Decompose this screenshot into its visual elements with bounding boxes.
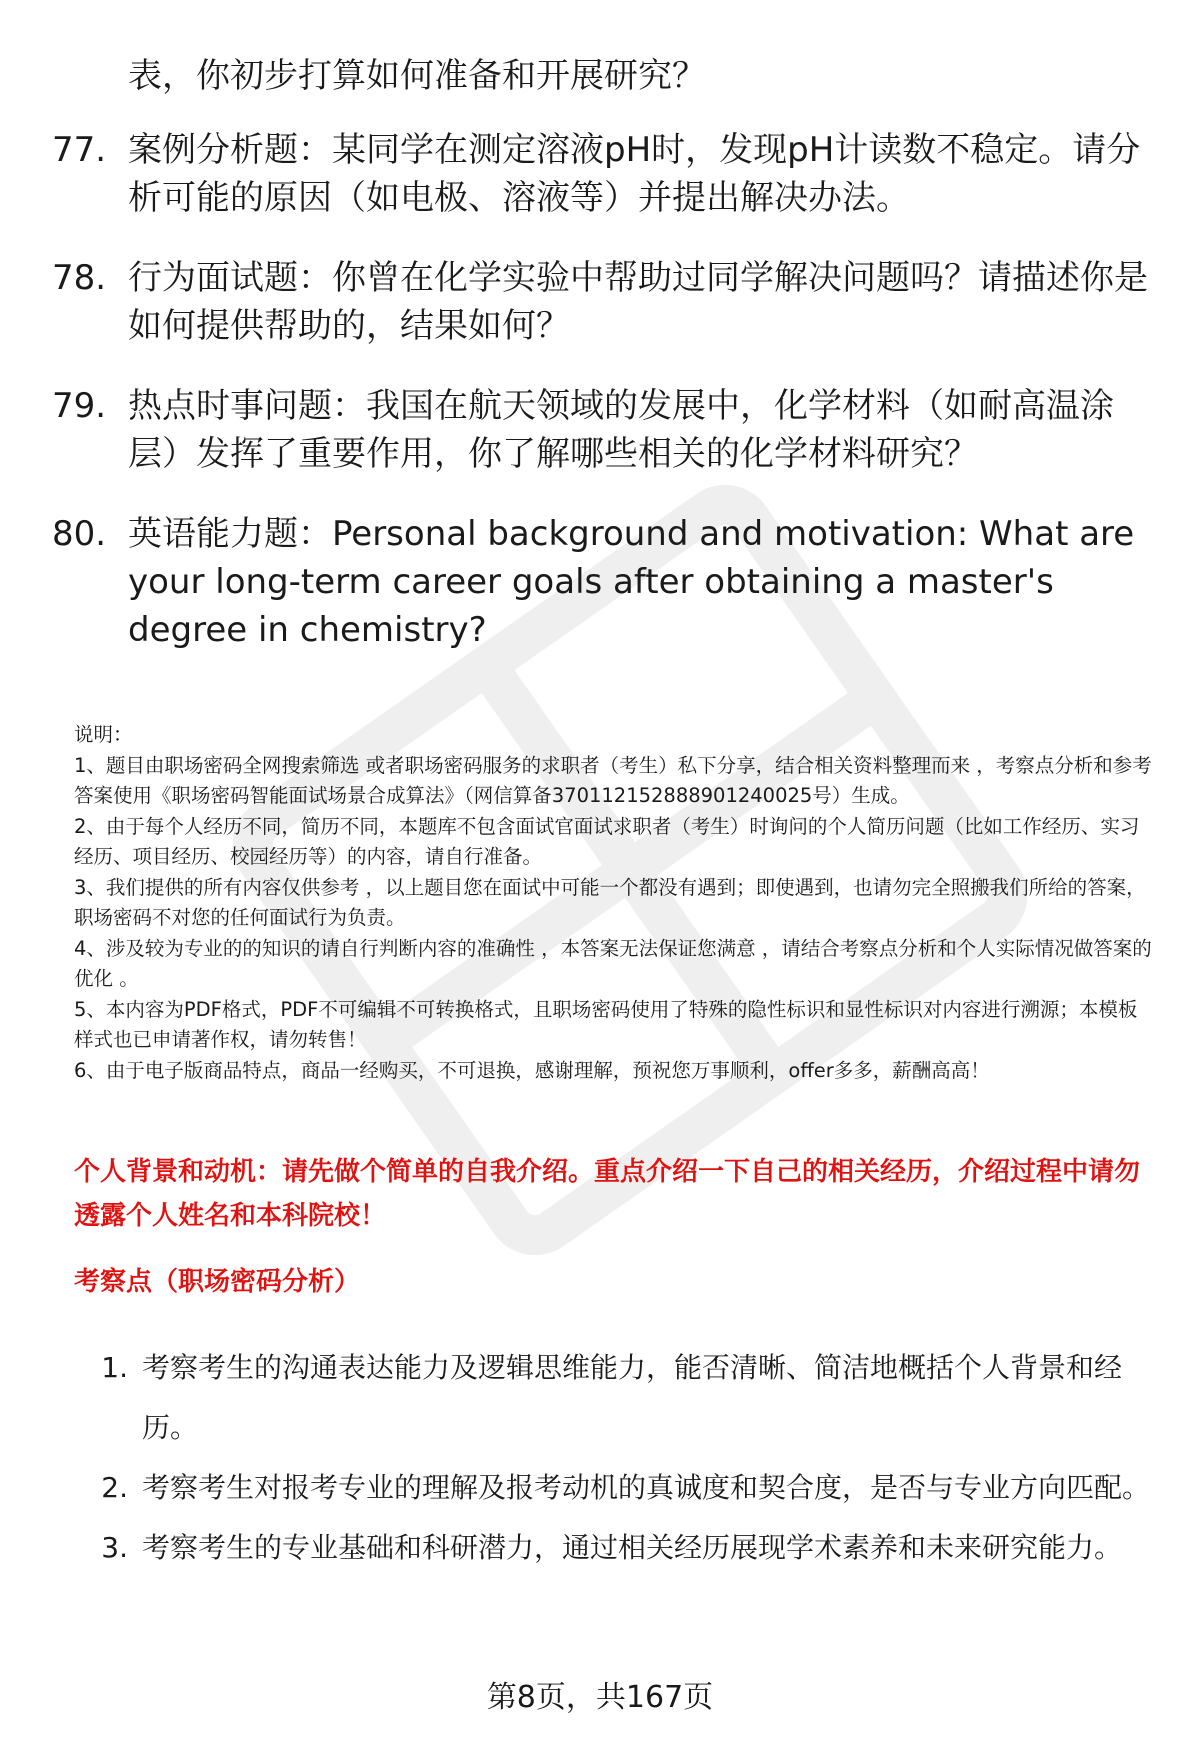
analysis-section-title: 考察点（职场密码分析）	[74, 1267, 361, 1297]
analysis-text: 考察考生的专业基础和科研潜力，通过相关经历展现学术素养和未来研究能力。	[142, 1531, 1123, 1564]
notes-line: 5、本内容为PDF格式，PDF不可编辑不可转换格式，且职场密码使用了特殊的隐性标识和显性标识对内容进行溯源；本模板样式也已申请著作权，请勿转售！	[74, 997, 1138, 1051]
analysis-text: 考察考生对报考专业的理解及报考动机的真诚度和契合度，是否与专业方向匹配。	[142, 1471, 1151, 1504]
notes-title: 说明：	[74, 723, 133, 746]
notes-section	[74, 720, 1154, 1086]
question-text: 行为面试题：你曾在化学实验中帮助过同学解决问题吗？请描述你是如何提供帮助的，结果如何？	[128, 258, 1148, 346]
question-text: 热点时事问题：我国在航天领域的发展中，化学材料（如耐高温涂层）发挥了重要作用，你了解哪些相关的化学材料研究？	[128, 386, 1114, 474]
notes-line: 2、由于每个人经历不同，简历不同，本题库不包含面试官面试求职者（考生）时询问的个人简历问题（比如工作经历、实习经历、项目经历、校园经历等）的内容，请自行准备。	[74, 814, 1140, 868]
question-item	[52, 126, 1152, 222]
analysis-item	[80, 1518, 1150, 1578]
analysis-list	[80, 1338, 1150, 1578]
question-list	[52, 52, 1152, 686]
question-item	[52, 382, 1152, 478]
highlight-question: 个人背景和动机：请先做个简单的自我介绍。重点介绍一下自己的相关经历，介绍过程中请勿透露个人姓名和本科院校！	[74, 1157, 1141, 1231]
question-text: 案例分析题：某同学在测定溶液pH时，发现pH计读数不稳定。请分析可能的原因（如电极、溶液等）并提出解决办法。	[128, 130, 1141, 218]
analysis-number: 2.	[101, 1471, 128, 1504]
notes-line: 6、由于电子版商品特点，商品一经购买，不可退换，感谢理解，预祝您万事顺利，offer多多，薪酬高高！	[74, 1058, 990, 1082]
analysis-number: 3.	[101, 1531, 128, 1564]
notes-line: 1、题目由职场密码全网搜索筛选 或者职场密码服务的求职者（考生）私下分享，结合相关资料整理而来 ，考察点分析和参考答案使用《职场密码智能面试场景合成算法》（网信算备370112152888901240025号）生成。	[74, 753, 1152, 807]
notes-line: 4、涉及较为专业的的知识的请自行判断内容的准确性 ，本答案无法保证您满意 ，请结合考察点分析和个人实际情况做答案的优化 。	[74, 936, 1152, 990]
question-text: 英语能力题：Personal background and motivation: What are your long-term career goals after obtaining a master's degree in chemistry?	[128, 514, 1135, 650]
question-item	[52, 254, 1152, 350]
analysis-item	[80, 1338, 1150, 1458]
analysis-item	[80, 1458, 1150, 1518]
analysis-text: 考察考生的沟通表达能力及逻辑思维能力，能否清晰、简洁地概括个人背景和经历。	[142, 1351, 1123, 1444]
question-number: 77.	[52, 130, 107, 170]
question-number: 78.	[52, 258, 107, 298]
page-number-footer: 第8页，共167页	[486, 1680, 714, 1715]
question-item	[52, 510, 1152, 654]
notes-line: 3、我们提供的所有内容仅供参考 ，以上题目您在面试中可能一个都没有遇到；即使遇到，也请勿完全照搬我们所给的答案，职场密码不对您的任何面试行为负责。	[74, 875, 1146, 929]
question-number: 80.	[52, 514, 107, 554]
analysis-number: 1.	[101, 1351, 128, 1384]
question-number: 79.	[52, 386, 107, 426]
question-continuation: 表，你初步打算如何准备和开展研究？	[128, 56, 706, 96]
